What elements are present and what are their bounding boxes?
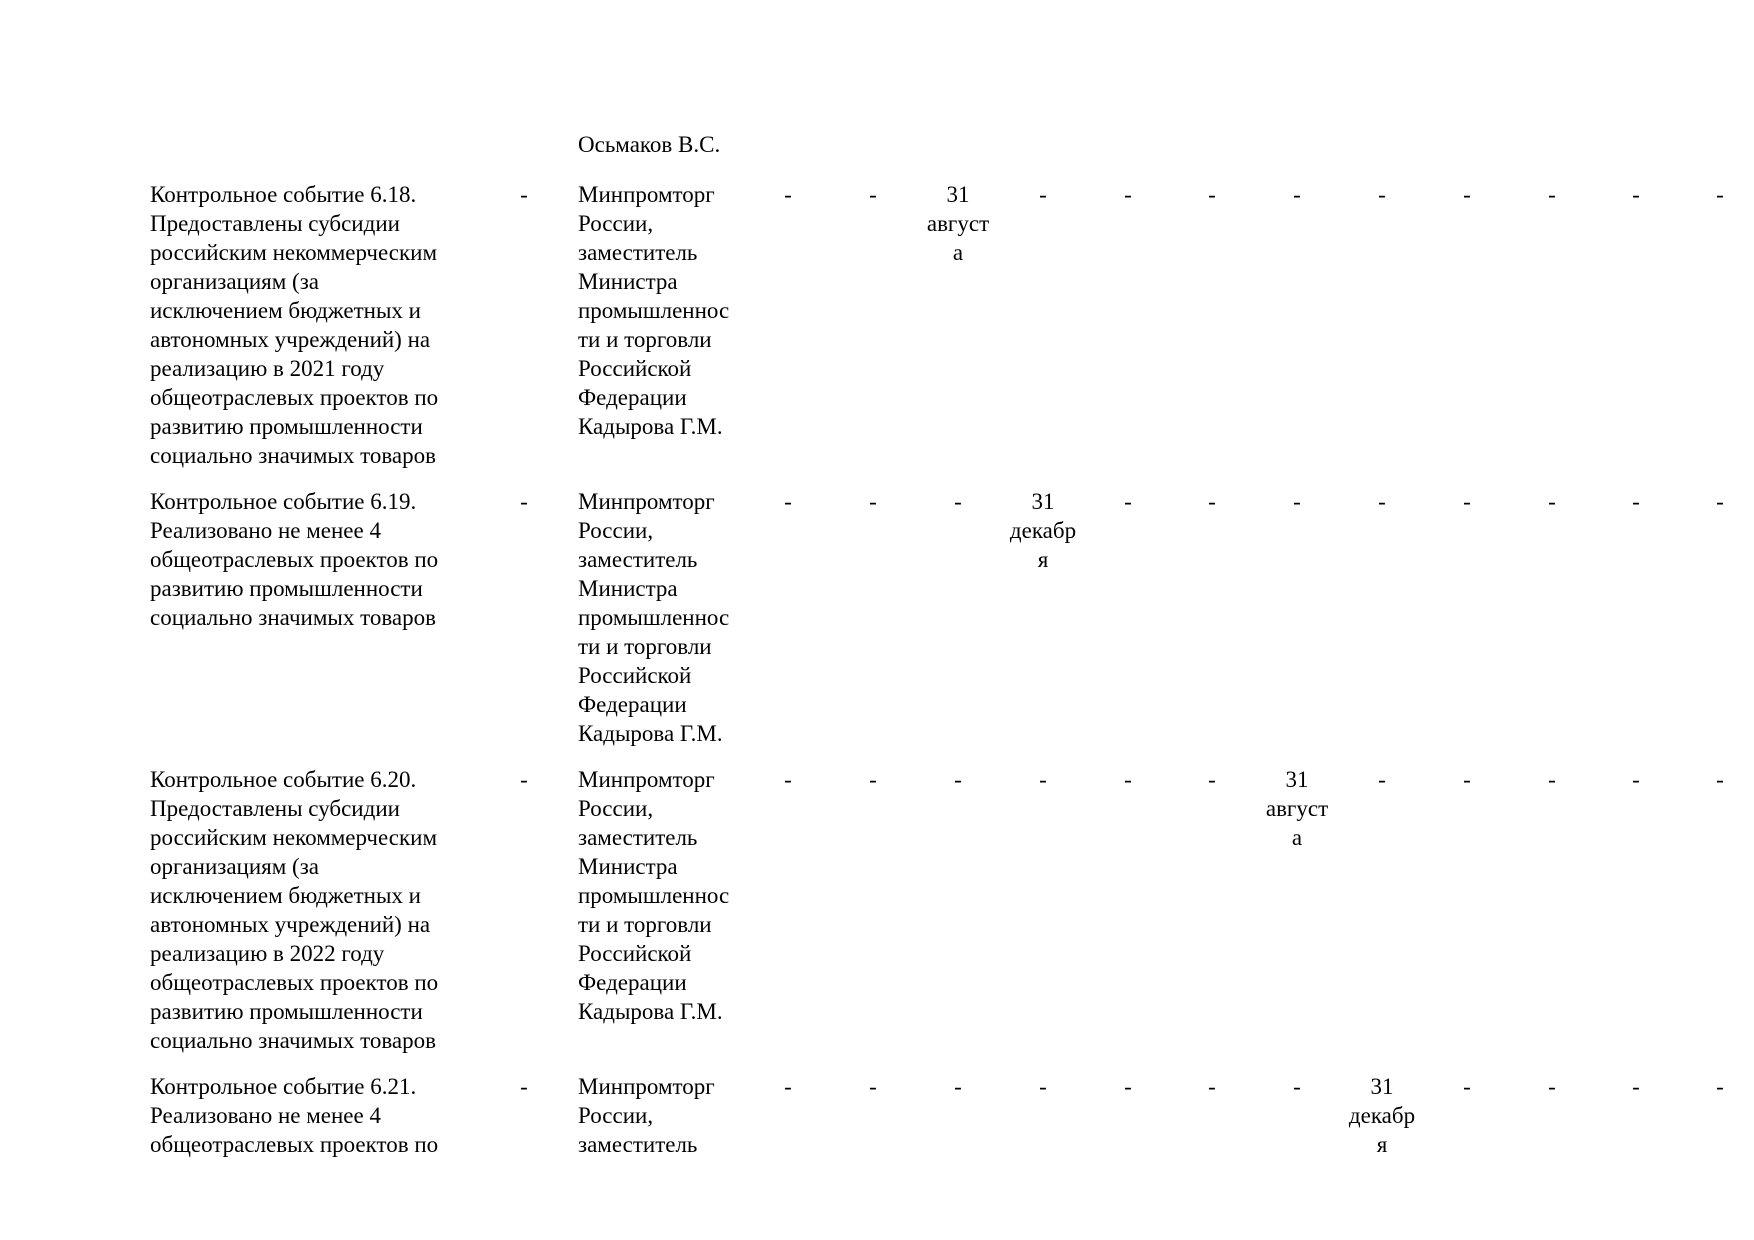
- text-line: Кадырова Г.М.: [578, 999, 723, 1024]
- period-value: [918, 1072, 998, 1101]
- text-line: -: [1208, 767, 1216, 792]
- period-value: [1512, 180, 1592, 209]
- text-line: промышленнос: [578, 298, 730, 323]
- text-line: -: [1716, 489, 1724, 514]
- text-line: Реализовано не менее 4: [150, 1103, 381, 1128]
- text-line: -: [1548, 182, 1556, 207]
- text-line: Министра: [578, 576, 678, 601]
- text-line: -: [784, 767, 792, 792]
- text-line: России,: [578, 796, 654, 821]
- text-line: общеотраслевых проектов по: [150, 970, 439, 995]
- text-line: 31: [1031, 489, 1055, 514]
- period-date: [1003, 487, 1083, 574]
- text-line: развитию промышленности: [150, 999, 423, 1024]
- text-line: исключением бюджетных и: [150, 883, 421, 908]
- column-value: -: [520, 489, 528, 514]
- text-line: Минпромторг: [578, 489, 715, 514]
- text-line: -: [1039, 767, 1047, 792]
- text-line: 31: [1370, 1074, 1394, 1099]
- column-value: -: [520, 1074, 528, 1099]
- period-value: [748, 1072, 828, 1101]
- text-line: Российской: [578, 356, 692, 381]
- period-date: [918, 180, 998, 267]
- text-line: -: [1632, 1074, 1640, 1099]
- text-line: ти и торговли: [578, 327, 712, 352]
- period-value: [1596, 765, 1676, 794]
- text-line: российским некоммерческим: [150, 825, 438, 850]
- text-line: декабр: [1009, 518, 1077, 543]
- text-line: Минпромторг: [578, 767, 715, 792]
- text-line: -: [954, 1074, 962, 1099]
- text-line: -: [784, 1074, 792, 1099]
- period-value: [1427, 765, 1507, 794]
- text-line: -: [1378, 182, 1386, 207]
- period-value: [1427, 180, 1507, 209]
- text-line: -: [1378, 489, 1386, 514]
- text-line: реализацию в 2022 году: [150, 941, 385, 966]
- text-line: Контрольное событие 6.19.: [150, 489, 417, 514]
- text-line: август: [1265, 796, 1329, 821]
- text-line: -: [1716, 1074, 1724, 1099]
- period-value: [1680, 487, 1754, 516]
- text-line: социально значимых товаров: [150, 443, 436, 468]
- text-line: 31: [1285, 767, 1309, 792]
- text-line: -: [1039, 1074, 1047, 1099]
- text-line: -: [869, 182, 877, 207]
- text-line: Минпромторг: [578, 1074, 715, 1099]
- text-line: -: [1548, 489, 1556, 514]
- period-value: [1088, 765, 1168, 794]
- text-line: -: [954, 489, 962, 514]
- text-line: -: [869, 1074, 877, 1099]
- text-line: автономных учреждений) на: [150, 912, 431, 937]
- text-line: России,: [578, 518, 654, 543]
- period-value: [1512, 765, 1592, 794]
- text-line: -: [1632, 182, 1640, 207]
- text-line: автономных учреждений) на: [150, 327, 431, 352]
- text-line: социально значимых товаров: [150, 1028, 436, 1053]
- text-line: Контрольное событие 6.20.: [150, 767, 417, 792]
- column-value: -: [520, 767, 528, 792]
- text-line: декабр: [1348, 1103, 1416, 1128]
- responsible-executor: [578, 180, 763, 441]
- text-line: социально значимых товаров: [150, 605, 436, 630]
- text-line: организациям (за: [150, 269, 320, 294]
- text-line: -: [1293, 182, 1301, 207]
- text-line: Предоставлены субсидии: [150, 796, 400, 821]
- text-line: -: [784, 182, 792, 207]
- text-line: промышленнос: [578, 883, 730, 908]
- text-line: Кадырова Г.М.: [578, 721, 723, 746]
- text-line: -: [1378, 767, 1386, 792]
- text-line: я: [1376, 1132, 1388, 1157]
- text-line: заместитель: [578, 547, 698, 572]
- period-value: [1003, 1072, 1083, 1101]
- period-value: [1088, 180, 1168, 209]
- text-line: -: [1124, 767, 1132, 792]
- period-value: [748, 487, 828, 516]
- text-line: -: [1039, 182, 1047, 207]
- text-line: организациям (за: [150, 854, 320, 879]
- text-line: российским некоммерческим: [150, 240, 438, 265]
- period-value: [833, 1072, 913, 1101]
- text-line: развитию промышленности: [150, 414, 423, 439]
- period-value: [748, 765, 828, 794]
- period-value: [1427, 487, 1507, 516]
- text-line: -: [1632, 489, 1640, 514]
- period-value: [833, 765, 913, 794]
- text-line: промышленнос: [578, 605, 730, 630]
- text-line: ти и торговли: [578, 912, 712, 937]
- period-value: [1172, 765, 1252, 794]
- period-value: [833, 487, 913, 516]
- period-value: [918, 487, 998, 516]
- text-line: -: [1208, 489, 1216, 514]
- period-value: [1680, 765, 1754, 794]
- text-line: -: [1716, 182, 1724, 207]
- period-value: [1512, 1072, 1592, 1101]
- text-line: заместитель: [578, 1132, 698, 1157]
- text-line: -: [1632, 767, 1640, 792]
- text-line: Предоставлены субсидии: [150, 211, 400, 236]
- text-line: -: [1124, 489, 1132, 514]
- text-line: -: [1463, 489, 1471, 514]
- period-value: [1172, 1072, 1252, 1101]
- text-line: Реализовано не менее 4: [150, 518, 381, 543]
- text-line: -: [1124, 1074, 1132, 1099]
- text-line: Федерации: [578, 385, 687, 410]
- text-line: Контрольное событие 6.21.: [150, 1074, 417, 1099]
- event-name: [150, 487, 480, 632]
- text-line: август: [926, 211, 990, 236]
- column-value: -: [520, 182, 528, 207]
- text-line: -: [1463, 1074, 1471, 1099]
- text-line: -: [1293, 489, 1301, 514]
- text-line: -: [1124, 182, 1132, 207]
- text-line: -: [1208, 182, 1216, 207]
- period-value: [1257, 487, 1337, 516]
- text-line: -: [1716, 767, 1724, 792]
- text-line: -: [1208, 1074, 1216, 1099]
- period-value: [1427, 1072, 1507, 1101]
- text-line: Министра: [578, 269, 678, 294]
- text-line: -: [1293, 1074, 1301, 1099]
- period-value: [1342, 765, 1422, 794]
- text-line: России,: [578, 211, 654, 236]
- text-line: 31: [946, 182, 970, 207]
- text-line: Минпромторг: [578, 182, 715, 207]
- text-line: -: [954, 767, 962, 792]
- text-line: -: [1463, 767, 1471, 792]
- text-line: -: [1548, 1074, 1556, 1099]
- text-line: России,: [578, 1103, 654, 1128]
- period-date: [1257, 765, 1337, 852]
- period-value: [1596, 180, 1676, 209]
- period-value: [1342, 180, 1422, 209]
- text-line: заместитель: [578, 825, 698, 850]
- period-value: [1512, 487, 1592, 516]
- period-value: [1088, 1072, 1168, 1101]
- text-line: реализацию в 2021 году: [150, 356, 385, 381]
- period-value: [1088, 487, 1168, 516]
- carry-over-responsible: Осьмаков В.С.: [578, 132, 721, 157]
- text-line: -: [869, 489, 877, 514]
- period-value: [748, 180, 828, 209]
- period-value: [1172, 180, 1252, 209]
- responsible-executor: [578, 487, 763, 748]
- period-value: [1257, 180, 1337, 209]
- text-line: -: [1463, 182, 1471, 207]
- period-value: [1342, 487, 1422, 516]
- text-line: -: [869, 767, 877, 792]
- period-value: [1003, 180, 1083, 209]
- text-line: Российской: [578, 663, 692, 688]
- period-value: [1680, 1072, 1754, 1101]
- period-value: [1680, 180, 1754, 209]
- period-date: [1342, 1072, 1422, 1159]
- period-value: [1003, 765, 1083, 794]
- text-line: развитию промышленности: [150, 576, 423, 601]
- text-line: -: [784, 489, 792, 514]
- responsible-executor: [578, 1072, 763, 1159]
- text-line: заместитель: [578, 240, 698, 265]
- period-value: [1257, 1072, 1337, 1101]
- text-line: ти и торговли: [578, 634, 712, 659]
- text-line: а: [952, 240, 964, 265]
- period-value: [1596, 1072, 1676, 1101]
- event-name: [150, 765, 480, 1055]
- period-value: [1172, 487, 1252, 516]
- text-line: исключением бюджетных и: [150, 298, 421, 323]
- event-name: [150, 180, 480, 470]
- text-line: я: [1037, 547, 1049, 572]
- text-line: Федерации: [578, 692, 687, 717]
- text-line: общеотраслевых проектов по: [150, 385, 439, 410]
- text-line: общеотраслевых проектов по: [150, 547, 439, 572]
- text-line: Контрольное событие 6.18.: [150, 182, 417, 207]
- text-line: а: [1291, 825, 1303, 850]
- text-line: Министра: [578, 854, 678, 879]
- text-line: Российской: [578, 941, 692, 966]
- text-line: -: [1548, 767, 1556, 792]
- period-value: [833, 180, 913, 209]
- period-value: [1596, 487, 1676, 516]
- text-line: Федерации: [578, 970, 687, 995]
- event-name: [150, 1072, 480, 1159]
- text-line: общеотраслевых проектов по: [150, 1132, 439, 1157]
- responsible-executor: [578, 765, 763, 1026]
- text-line: Кадырова Г.М.: [578, 414, 723, 439]
- period-value: [918, 765, 998, 794]
